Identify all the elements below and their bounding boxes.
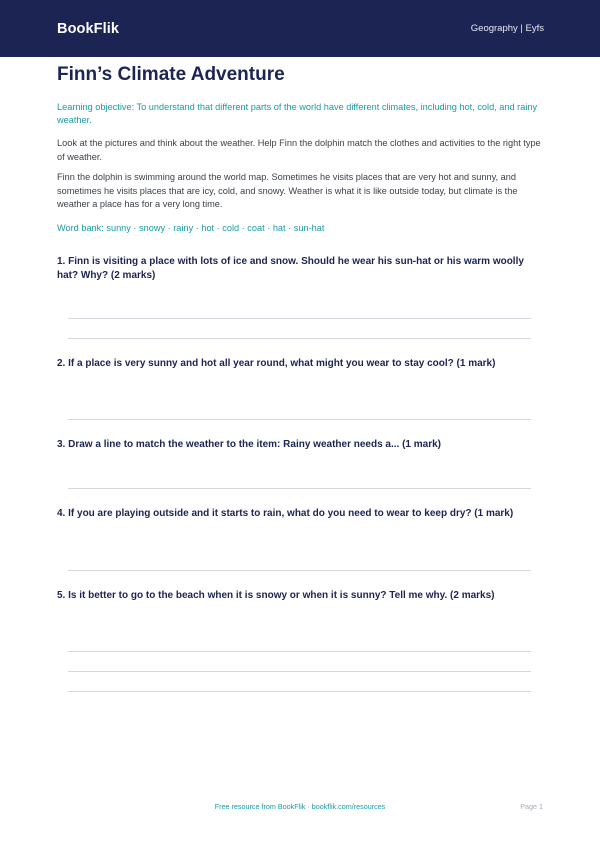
question-1: 1. Finn is visiting a place with lots of ice and snow. Should he wear his sun-hat or his warm woolly hat? Why? (2 marks) (57, 256, 524, 281)
answer-line[interactable] (68, 651, 531, 652)
answer-line[interactable] (68, 419, 531, 420)
answer-line[interactable] (68, 338, 531, 339)
story-paragraph: Finn the dolphin is swimming around the world map. Sometimes he visits places that are very hot and sunny, and sometimes he visits places that are icy, cold, and snowy. Weather is what it is like outside today, but climate is the weather a place has for a very long time. (57, 172, 518, 209)
question-3: 3. Draw a line to match the weather to the item: Rainy weather needs a... (1 mark) (57, 439, 441, 450)
answer-line[interactable] (68, 671, 531, 672)
subject-label: Geography | Eyfs (470, 23, 544, 34)
question-5: 5. Is it better to go to the beach when it is snowy or when it is sunny? Tell me why. (2 marks) (57, 590, 495, 601)
page-footer (0, 802, 600, 814)
footer-source-link[interactable]: Free resource from BookFlik · bookflik.com/resources (214, 802, 386, 811)
page-number: Page 1 (520, 802, 543, 811)
brand-logo-text: BookFlik (57, 20, 120, 37)
learning-objective: Learning objective: To understand that different parts of the world have different climates, including hot, cold, and rainy weather. (57, 102, 538, 125)
answer-line[interactable] (68, 691, 531, 692)
answer-line[interactable] (68, 570, 531, 571)
worksheet-title: Finn’s Climate Adventure (57, 64, 285, 85)
word-bank: Word bank: sunny · snowy · rainy · hot · cold · coat · hat · sun-hat (57, 223, 325, 233)
question-4: 4. If you are playing outside and it starts to rain, what do you need to wear to keep dry? (1 mark) (57, 508, 514, 519)
page-header (0, 0, 600, 57)
question-2: 2. If a place is very sunny and hot all year round, what might you wear to stay cool? (1 mark) (57, 358, 496, 369)
answer-line[interactable] (68, 488, 531, 489)
intro-paragraph: Look at the pictures and think about the weather. Help Finn the dolphin match the clothes and activities to the right type of weather. (57, 138, 541, 162)
answer-line[interactable] (68, 318, 531, 319)
